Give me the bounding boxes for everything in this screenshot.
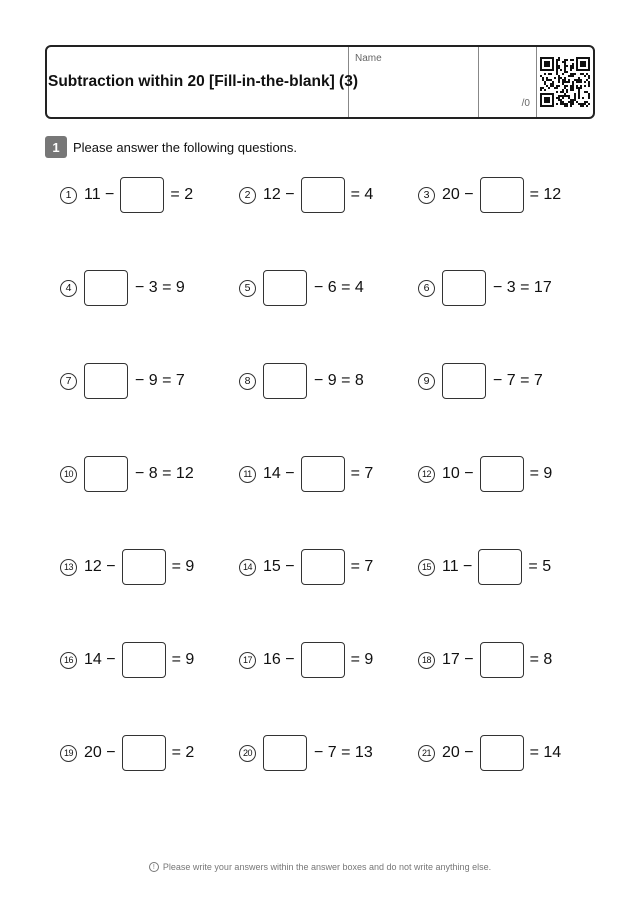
answer-box[interactable] [122,642,166,678]
problem-number: 15 [418,559,435,576]
problem-9 [418,363,543,399]
equation-text: = 2 [170,186,194,203]
section-instruction: Please answer the following questions. [73,139,298,155]
problem-number: 2 [239,187,256,204]
problem-number: 9 [418,373,435,390]
answer-box[interactable] [480,735,524,771]
name-label: Name [355,53,382,64]
equation-text: = 7 [350,558,374,575]
problem-number: 19 [60,745,77,762]
equation-text: 10 − [442,465,474,482]
problem-7 [60,363,185,399]
equation-text: − 7 = 7 [493,372,543,389]
equation-text: 11 − [84,186,115,203]
equation-text: − 6 = 4 [314,279,364,296]
problem-17 [239,642,373,678]
equation-text: = 9 [529,465,553,482]
equation-text: 14 − [84,651,116,668]
answer-box[interactable] [120,177,164,213]
answer-box[interactable] [263,270,307,306]
equation-text: = 4 [350,186,374,203]
info-icon: ! [149,862,159,872]
score-field [479,47,537,117]
equation-text: 17 − [442,651,474,668]
section-heading [45,136,297,158]
problem-13 [60,549,194,585]
equation-text: = 8 [529,651,553,668]
answer-box[interactable] [480,177,524,213]
problem-5 [239,270,364,306]
answer-box[interactable] [442,270,486,306]
problem-3 [418,177,561,213]
problem-number: 13 [60,559,77,576]
score-label: /0 [521,98,530,109]
equation-text: − 8 = 12 [135,465,194,482]
equation-text: 14 − [263,465,295,482]
problem-4 [60,270,185,306]
equation-text: 20 − [442,744,474,761]
equation-text: = 7 [350,465,374,482]
answer-box[interactable] [84,270,128,306]
worksheet-header [45,45,595,119]
answer-box[interactable] [301,549,345,585]
problem-20 [239,735,373,771]
problem-number: 11 [239,466,256,483]
equation-text: − 3 = 9 [135,279,185,296]
equation-text: − 7 = 13 [314,744,373,761]
name-field[interactable] [349,47,479,117]
answer-box[interactable] [301,642,345,678]
problem-number: 6 [418,280,435,297]
answer-box[interactable] [480,456,524,492]
problem-15 [418,549,551,585]
problem-19 [60,735,194,771]
equation-text: = 9 [171,651,195,668]
answer-box[interactable] [263,363,307,399]
section-number: 1 [45,136,67,158]
equation-text: 12 − [84,558,116,575]
equation-text: 15 − [263,558,295,575]
problem-8 [239,363,364,399]
problem-21 [418,735,561,771]
problem-number: 10 [60,466,77,483]
equation-text: 12 − [263,186,295,203]
qr-code-icon [537,47,593,117]
equation-text: = 9 [171,558,195,575]
problem-number: 12 [418,466,435,483]
problem-number: 17 [239,652,256,669]
problem-6 [418,270,552,306]
equation-text: 16 − [263,651,295,668]
answer-box[interactable] [301,456,345,492]
answer-box[interactable] [478,549,522,585]
answer-box[interactable] [263,735,307,771]
answer-box[interactable] [122,549,166,585]
problem-11 [239,456,373,492]
problem-10 [60,456,194,492]
equation-text: − 3 = 17 [493,279,552,296]
problem-16 [60,642,194,678]
problem-number: 20 [239,745,256,762]
answer-box[interactable] [84,456,128,492]
footer-text: Please write your answers within the answer boxes and do not write anything else. [162,862,492,872]
problem-2 [239,177,373,213]
equation-text: − 9 = 7 [135,372,185,389]
answer-box[interactable] [442,363,486,399]
problem-number: 14 [239,559,256,576]
problem-12 [418,456,552,492]
worksheet-title: Subtraction within 20 [Fill-in-the-blank] (3) [47,47,349,117]
problem-number: 8 [239,373,256,390]
answer-box[interactable] [122,735,166,771]
problem-1 [60,177,193,213]
problem-number: 21 [418,745,435,762]
equation-text: 20 − [84,744,116,761]
answer-box[interactable] [301,177,345,213]
problem-number: 3 [418,187,435,204]
problem-14 [239,549,373,585]
problem-18 [418,642,552,678]
equation-text: = 5 [528,558,552,575]
problem-number: 1 [60,187,77,204]
problem-number: 16 [60,652,77,669]
equation-text: 11 − [442,558,473,575]
problem-number: 4 [60,280,77,297]
problem-number: 5 [239,280,256,297]
equation-text: = 14 [529,744,562,761]
answer-box[interactable] [84,363,128,399]
equation-text: − 9 = 8 [314,372,364,389]
problem-number: 7 [60,373,77,390]
equation-text: 20 − [442,186,474,203]
equation-text: = 2 [171,744,195,761]
equation-text: = 12 [529,186,562,203]
answer-box[interactable] [480,642,524,678]
problem-number: 18 [418,652,435,669]
footer-note [0,862,640,872]
equation-text: = 9 [350,651,374,668]
